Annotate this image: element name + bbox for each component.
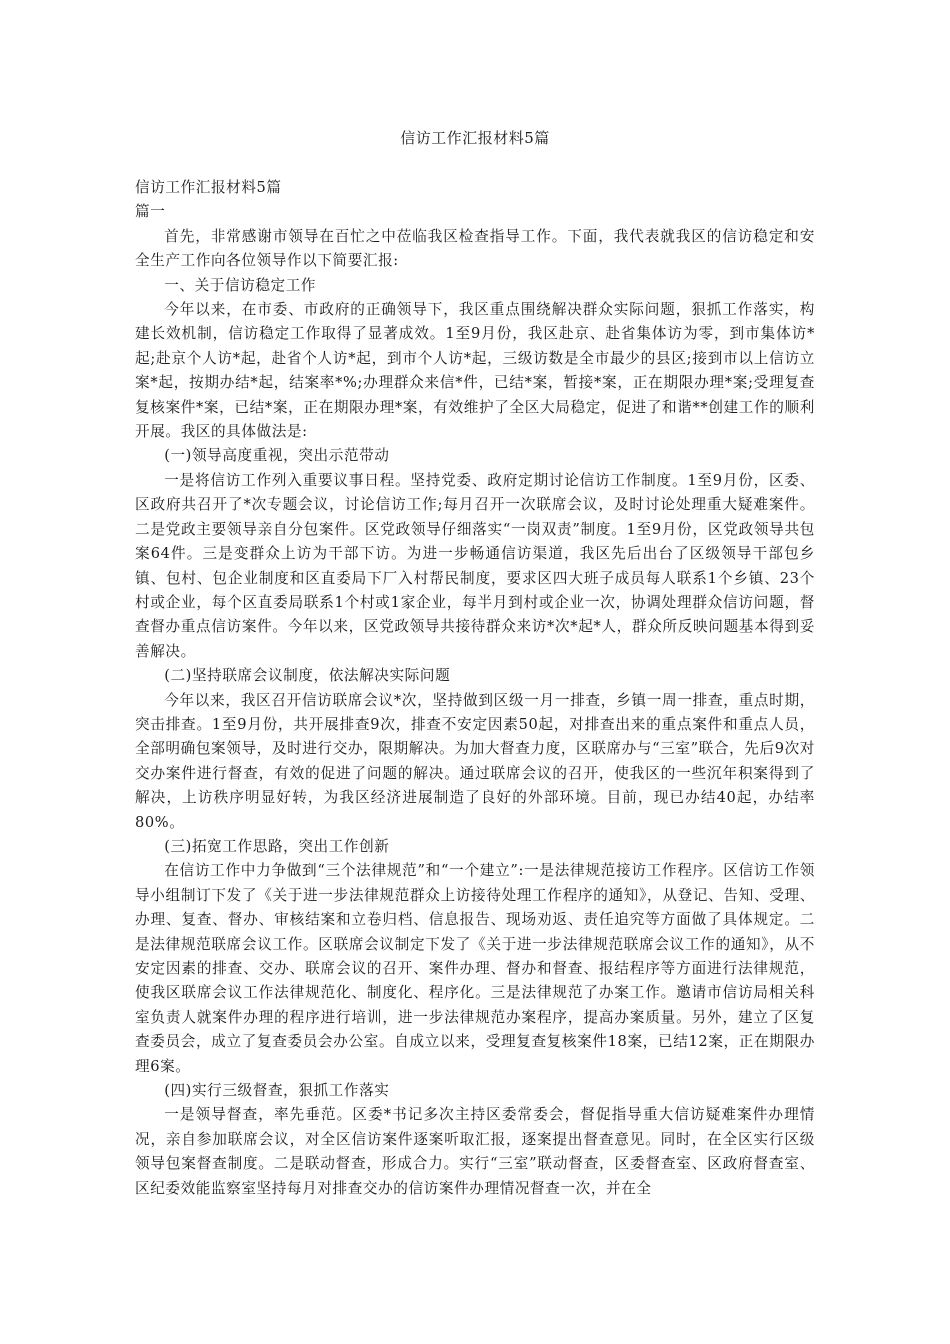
sub2-paragraph: 今年以来，我区召开信访联席会议*次，坚持做到区级一月一排查，乡镇一周一排查，重点时期，突击排查。1至9月份，共开展排查9次，排查不安定因素50起，对排查出来的重点案件和重点人员，全部明确包案领导，及时进行交办，限期解决。为加大督查力度，区联席办与“三室”联合，先后9次对交办案件进行督查，有效的促进了问题的解决。通过联席会议的召开，使我区的一些沉年积案得到了解决，上访秩序明显好转，为我区经济进展制造了良好的外部环境。目前，现已办结40起，办结率80%。	[135, 691, 815, 831]
sub2-heading: (二)坚持联席会议制度，依法解决实际问题	[164, 667, 451, 685]
document-body	[135, 176, 815, 1201]
sub3-paragraph: 在信访工作中力争做到“三个法律规范”和“一个建立”:一是法律规范接访工作程序。区信访工作领导小组制订下发了《关于进一步法律规范群众上访接待处理工作程序的通知》，从登记、告知、受理、办理、复查、督办、审核结案和立卷归档、信息报告、现场劝返、责任追究等方面做了具体规定。二是法律规范联席会议工作。区联席会议制定下发了《关于进一步法律规范联席会议工作的通知》，从不安定因素的排查、交办、联席会议的召开、案件办理、督办和督查、报结程序等方面进行法律规范，使我区联席会议工作法律规范化、制度化、程序化。三是法律规范了办案工作。邀请市信访局相关科室负责人就案件办理的程序进行培训，进一步法律规范办案程序，提高办案质量。另外，建立了区复查委员会，成立了复查委员会办公室。自成立以来，受理复查复核案件18案，已结12案，正在期限办理6案。	[135, 862, 815, 1075]
document-subtitle: 信访工作汇报材料5篇	[135, 179, 282, 196]
sub1-heading: (一)领导高度重视，突出示范带动	[164, 447, 390, 465]
intro-paragraph: 首先，非常感谢市领导在百忙之中莅临我区检查指导工作。下面，我代表就我区的信访稳定和安全生产工作向各位领导作以下简要汇报:	[135, 227, 815, 270]
part-label: 篇一	[135, 203, 166, 221]
sub4-paragraph: 一是领导督查，率先垂范。区委*书记多次主持区委常委会，督促指导重大信访疑难案件办理情况，亲自参加联席会议，对全区信访案件逐案听取汇报，逐案提出督查意见。同时，在全区实行区级领导包案督查制度。二是联动督查，形成合力。实行“三室”联动督查，区委督查室、区政府督查室、区纪委效能监察室坚持每月对排查交办的信访案件办理情况督查一次，并在全	[135, 1106, 815, 1197]
sub3-heading: (三)拓宽工作思路，突出工作创新	[164, 837, 390, 855]
sub4-heading: (四)实行三级督查，狠抓工作落实	[164, 1082, 390, 1100]
document-title: 信访工作汇报材料5篇	[400, 129, 550, 147]
section1-paragraph: 今年以来，在市委、市政府的正确领导下，我区重点围绕解决群众实际问题，狠抓工作落实，构建长效机制，信访稳定工作取得了显著成效。1至9月份，我区赴京、赴省集体访为零，到市集体访*起;赴京个人访*起，赴省个人访*起，到市个人访*起，三级访数是全市最少的县区;接到市以上信访立案*起，按期办结*起，结案率*%;办理群众来信*件，已结*案，暂接*案，正在期限办理*案;受理复查复核案件*案，已结*案，正在期限办理*案，有效维护了全区大局稳定，促进了和谐**创建工作的顺利开展。我区的具体做法是:	[135, 301, 815, 441]
sub1-paragraph: 一是将信访工作列入重要议事日程。坚持党委、政府定期讨论信访工作制度。1至9月份，区委、区政府共召开了*次专题会议，讨论信访工作;每月召开一次联席会议，及时讨论处理重大疑难案件。二是党政主要领导亲自分包案件。区党政领导仔细落实“一岗双责”制度。1至9月份，区党政领导共包案64件。三是变群众上访为干部下访。为进一步畅通信访渠道，我区先后出台了区级领导干部包乡镇、包村、包企业制度和区直委局下厂入村帮民制度，要求区四大班子成员每人联系1个乡镇、23个村或企业，每个区直委局联系1个村或1家企业，每半月到村或企业一次，协调处理群众信访问题，督查督办重点信访案件。今年以来，区党政领导共接待群众来访*次*起*人，群众所反映问题基本得到妥善解决。	[135, 471, 815, 660]
section1-heading: 一、关于信访稳定工作	[164, 276, 317, 294]
